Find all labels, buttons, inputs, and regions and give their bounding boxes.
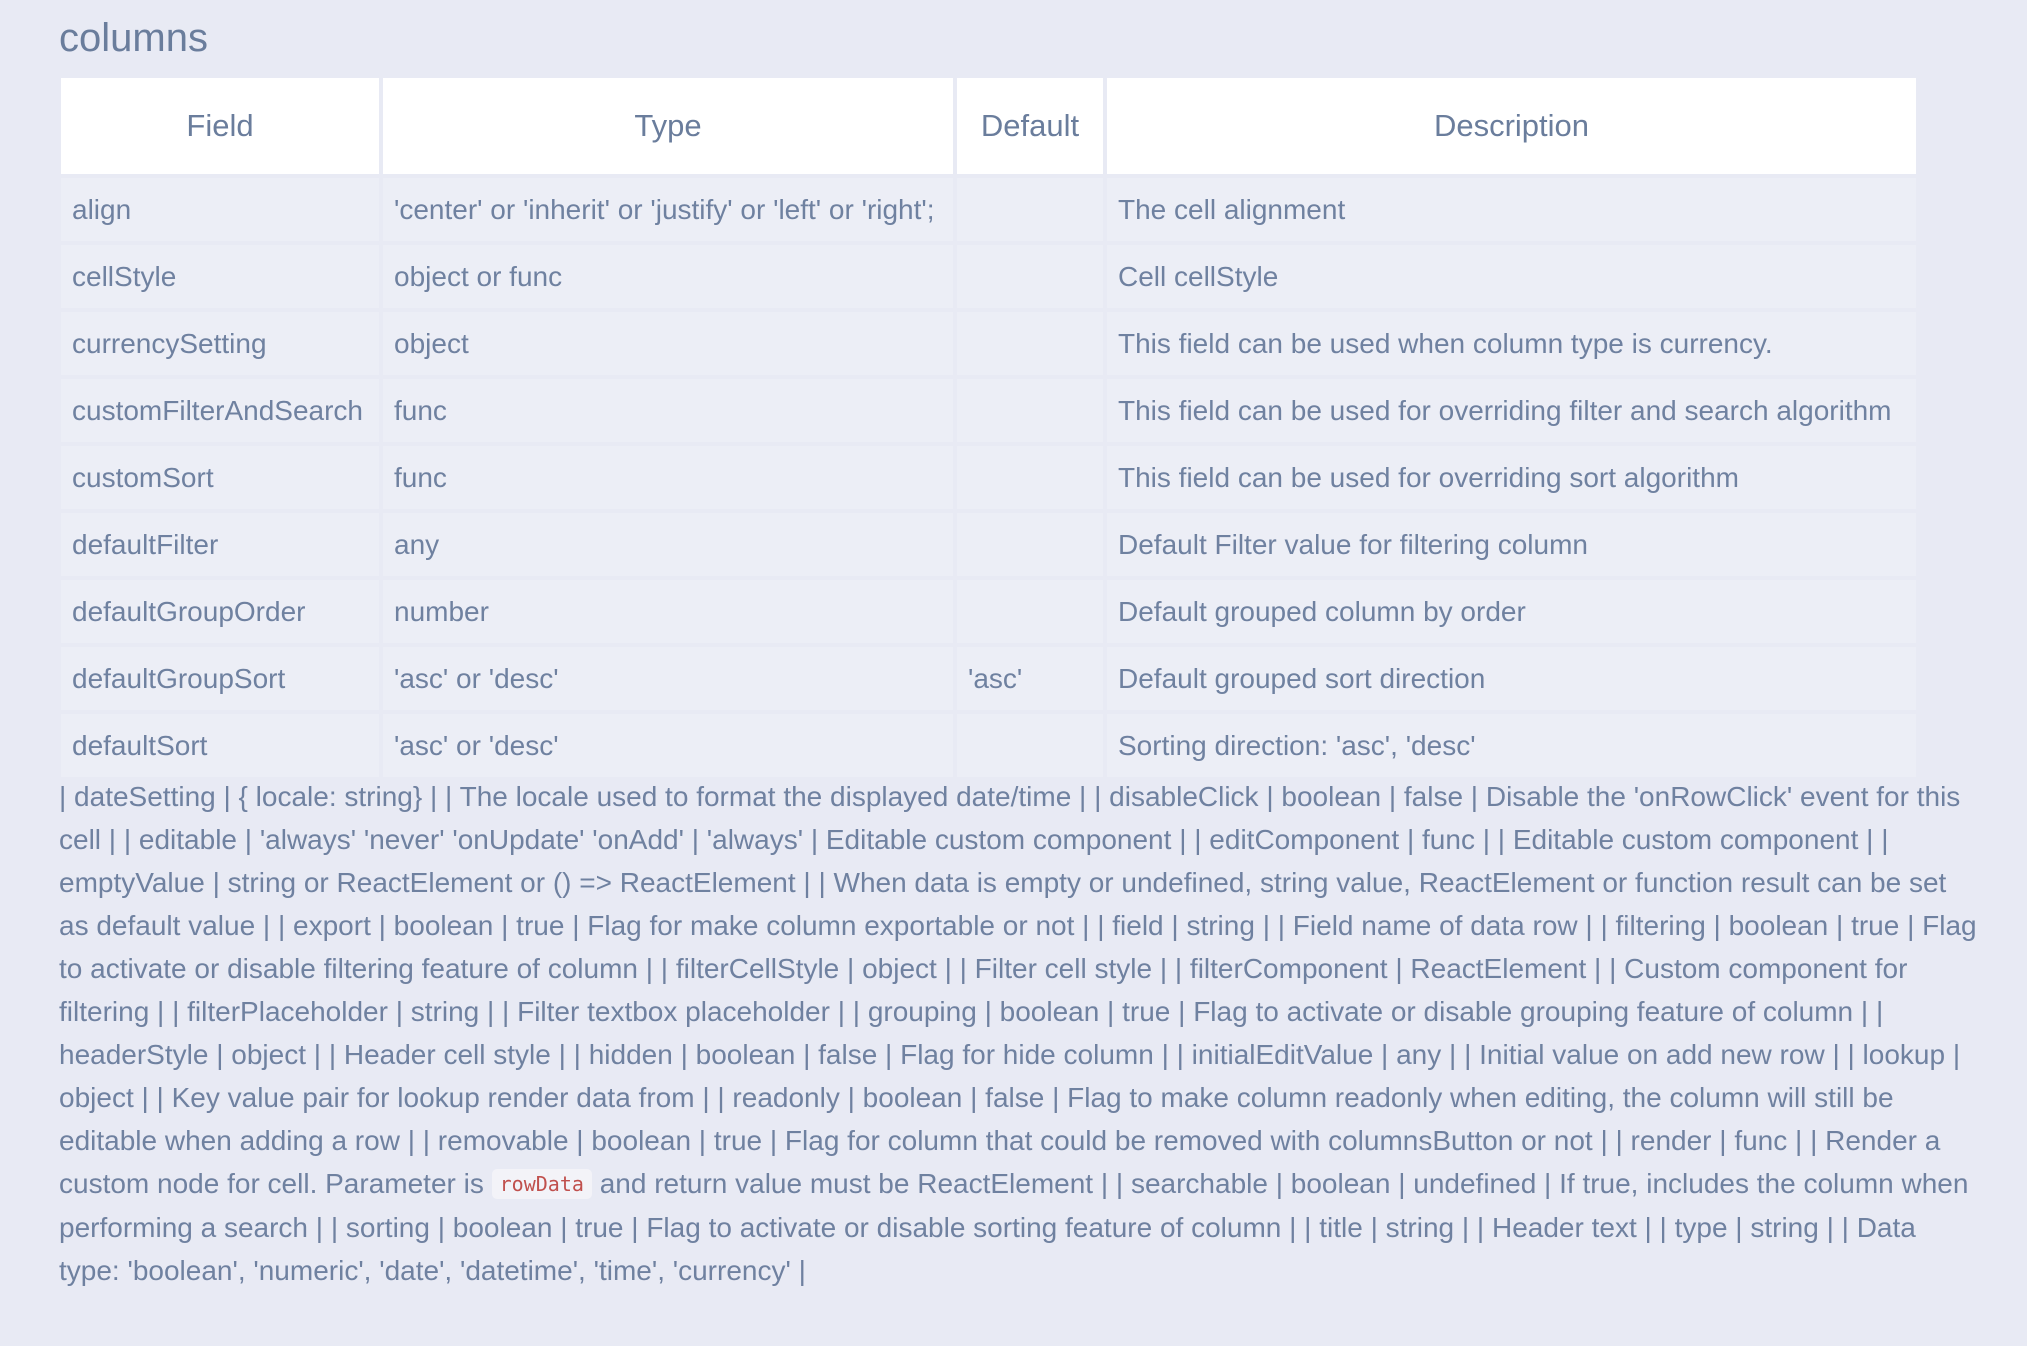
cell-default [957,446,1103,509]
table-header-row [61,78,1916,174]
document-page [59,0,1977,1286]
cell-default [957,379,1103,442]
cell-type: func [383,379,953,442]
cell-description: Cell cellStyle [1107,245,1916,308]
cell-description: Default grouped column by order [1107,580,1916,643]
table-row [61,647,1916,710]
column-header-default: Default [957,78,1103,174]
cell-description: Default grouped sort direction [1107,647,1916,710]
inline-code-rowdata: rowData [492,1169,592,1199]
cell-field: defaultGroupOrder [61,580,379,643]
cell-field: defaultFilter [61,513,379,576]
cell-description: The cell alignment [1107,178,1916,241]
cell-type: 'center' or 'inherit' or 'justify' or 'left' or 'right'; [383,178,953,241]
cell-default [957,245,1103,308]
cell-type: func [383,446,953,509]
table-row [61,245,1916,308]
section-title: columns [59,16,208,60]
column-header-type: Type [383,78,953,174]
cell-field: defaultSort [61,714,379,777]
props-table [57,74,1920,781]
cell-type: number [383,580,953,643]
column-header-description: Description [1107,78,1916,174]
tail-text-before-code: | dateSetting | { locale: string} | | The locale used to format the displayed date/time | | disableClick | boolean | false | Disable the 'onRowClick' event for this cell | | editable | 'always' 'never' 'onUpdate' 'onAdd' | 'always' | Editable custom component | | editComponent | func | | Editable custom component | | emptyValue | string or ReactElement or () => ReactElement | | When data is empty or undefined, string value, ReactElement or function result can be set as default value | | export | boolean | true | Flag for make column exportable or not | | field | string | | Field name of data row | | filtering | boolean | true | Flag to activate or disable filtering feature of column | | filterCellStyle | object | | Filter cell style | | filterComponent | ReactElement | | Custom component for filtering | | filterPlaceholder | string | | Filter textbox placeholder | | grouping | boolean | true | Flag to activate or disable grouping feature of column | | headerStyle | object | | Header cell style | | hidden | boolean | false | Flag for hide column | | initialEditValue | any | | Initial value on add new row | | lookup | object | | Key value pair for lookup render data from | | readonly | boolean | false | Flag to make column readonly when editing, the column will still be editable when adding a row | | removable | boolean | true | Flag for column that could be removed with columnsButton or not | | render | func | | Render a custom node for cell. Parameter is [59,781,1977,1199]
cell-field: customSort [61,446,379,509]
cell-type: object or func [383,245,953,308]
table-row [61,714,1916,777]
cell-default [957,714,1103,777]
table-row [61,446,1916,509]
cell-field: cellStyle [61,245,379,308]
cell-description: This field can be used for overriding filter and search algorithm [1107,379,1916,442]
tail-text-after-code: and return value must be ReactElement | | searchable | boolean | undefined | If true, includes the column when performing a search | | sorting | boolean | true | Flag to activate or disable sorting feature of column | | title | string | | Header text | | type | string | | Data type: 'boolean', 'numeric', 'date', 'datetime', 'time', 'currency' | [59,1168,1969,1286]
cell-field: align [61,178,379,241]
table-row [61,178,1916,241]
cell-default [957,580,1103,643]
cell-type: any [383,513,953,576]
cell-type: 'asc' or 'desc' [383,714,953,777]
cell-description: Default Filter value for filtering column [1107,513,1916,576]
cell-type: object [383,312,953,375]
cell-default [957,513,1103,576]
table-row [61,379,1916,442]
cell-default: 'asc' [957,647,1103,710]
cell-description: This field can be used when column type is currency. [1107,312,1916,375]
cell-type: 'asc' or 'desc' [383,647,953,710]
cell-field: currencySetting [61,312,379,375]
cell-default [957,178,1103,241]
table-row [61,312,1916,375]
table-row [61,513,1916,576]
table-row [61,580,1916,643]
cell-default [957,312,1103,375]
cell-field: customFilterAndSearch [61,379,379,442]
cell-field: defaultGroupSort [61,647,379,710]
cell-description: Sorting direction: 'asc', 'desc' [1107,714,1916,777]
cell-description: This field can be used for overriding sort algorithm [1107,446,1916,509]
unrendered-table-text [59,775,1979,1292]
column-header-field: Field [61,78,379,174]
